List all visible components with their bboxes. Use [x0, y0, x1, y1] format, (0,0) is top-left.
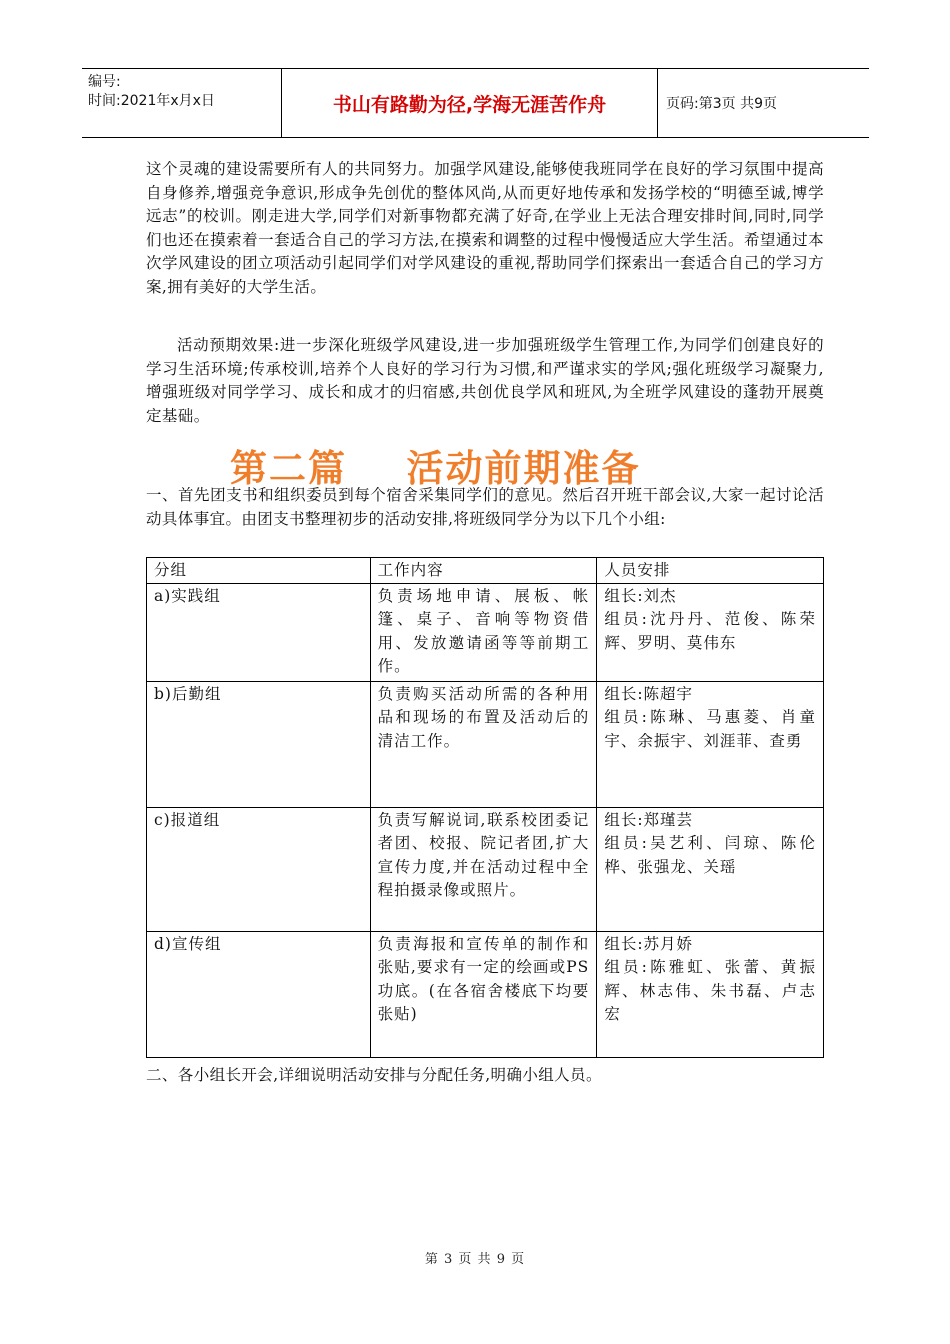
- header-motto: 书山有路勤为径,学海无涯苦作舟: [282, 69, 658, 137]
- work-cell: 负责写解说词,联系校团委记者团、校报、院记者团,扩大宣传力度,并在活动过程中全程拍摄录像或照片。: [370, 807, 597, 931]
- staff-cell: 组长:郑瑾芸 组员:吴艺利、闫琼、陈伦桦、张强龙、关瑶: [597, 807, 824, 931]
- date-label: 时间:2021年x月x日: [88, 93, 215, 109]
- page-header: [82, 68, 869, 138]
- body-paragraph-2: 活动预期效果:进一步深化班级学风建设,进一步加强班级学生管理工作,为同学们创建良好的学习生活环境;传承校训,培养个人良好的学习行为习惯,和严谨求实的学风;强化班级学习凝聚力,增强班级对同学学习、成长和成才的归宿感,共创优良学风和班风,为全班学风建设的蓬勃开展奠定基础。: [146, 336, 824, 425]
- table-header-cell: 人员安排: [597, 558, 824, 584]
- page-footer: 第 3 页 共 9 页: [424, 1252, 526, 1267]
- work-cell: 负责购买活动所需的各种用品和现场的布置及活动后的清洁工作。: [370, 681, 597, 807]
- staff-cell: 组长:苏月娇 组员:陈雅虹、张蕾、黄振辉、林志伟、朱书磊、卢志宏: [597, 931, 824, 1057]
- table-header-row: [147, 558, 824, 584]
- header-meta: [82, 69, 282, 137]
- body-paragraph-4: 二、各小组长开会,详细说明活动安排与分配任务,明确小组人员。: [146, 1066, 602, 1084]
- group-cell: a)实践组: [147, 583, 371, 681]
- staff-cell: 组长:刘杰 组员:沈丹丹、范俊、陈荣辉、罗明、莫伟东: [597, 583, 824, 681]
- table-row: [147, 931, 824, 1057]
- group-cell: c)报道组: [147, 807, 371, 931]
- table-header-cell: 工作内容: [370, 558, 597, 584]
- section-title: 第二篇 活动前期准备: [230, 447, 641, 490]
- table-row: [147, 583, 824, 681]
- staff-cell: 组长:陈超宇 组员:陈琳、马惠菱、肖童宇、余振宇、刘涯菲、查勇: [597, 681, 824, 807]
- table-header-cell: 分组: [147, 558, 371, 584]
- header-page-info: 页码:第3页 共9页: [666, 96, 777, 112]
- body-paragraph-3: 一、首先团支书和组织委员到每个宿舍采集同学们的意见。然后召开班干部会议,大家一起讨论活动具体事宜。由团支书整理初步的活动安排,将班级同学分为以下几个小组:: [146, 486, 824, 528]
- group-table: [146, 557, 824, 1058]
- table-row: [147, 681, 824, 807]
- body-paragraph-1: 这个灵魂的建设需要所有人的共同努力。加强学风建设,能够使我班同学在良好的学习氛围中提高自身修养,增强竞争意识,形成争先创优的整体风尚,从而更好地传承和发扬学校的“明德至诚,博学远志”的校训。刚走进大学,同学们对新事物都充满了好奇,在学业上无法合理安排时间,同时,同学们也还在摸索着一套适合自己的学习方法,在摸索和调整的过程中慢慢适应大学生活。希望通过本次学风建设的团立项活动引起同学们对学风建设的重视,帮助同学们探索出一套适合自己的学习方案,拥有美好的大学生活。: [146, 160, 824, 296]
- group-cell: b)后勤组: [147, 681, 371, 807]
- number-label: 编号:: [88, 74, 121, 90]
- work-cell: 负责场地申请、展板、帐篷、桌子、音响等物资借用、发放邀请函等等前期工作。: [370, 583, 597, 681]
- table-row: [147, 807, 824, 931]
- group-cell: d)宣传组: [147, 931, 371, 1057]
- work-cell: 负责海报和宣传单的制作和张贴,要求有一定的绘画或PS功底。(在各宿舍楼底下均要张贴): [370, 931, 597, 1057]
